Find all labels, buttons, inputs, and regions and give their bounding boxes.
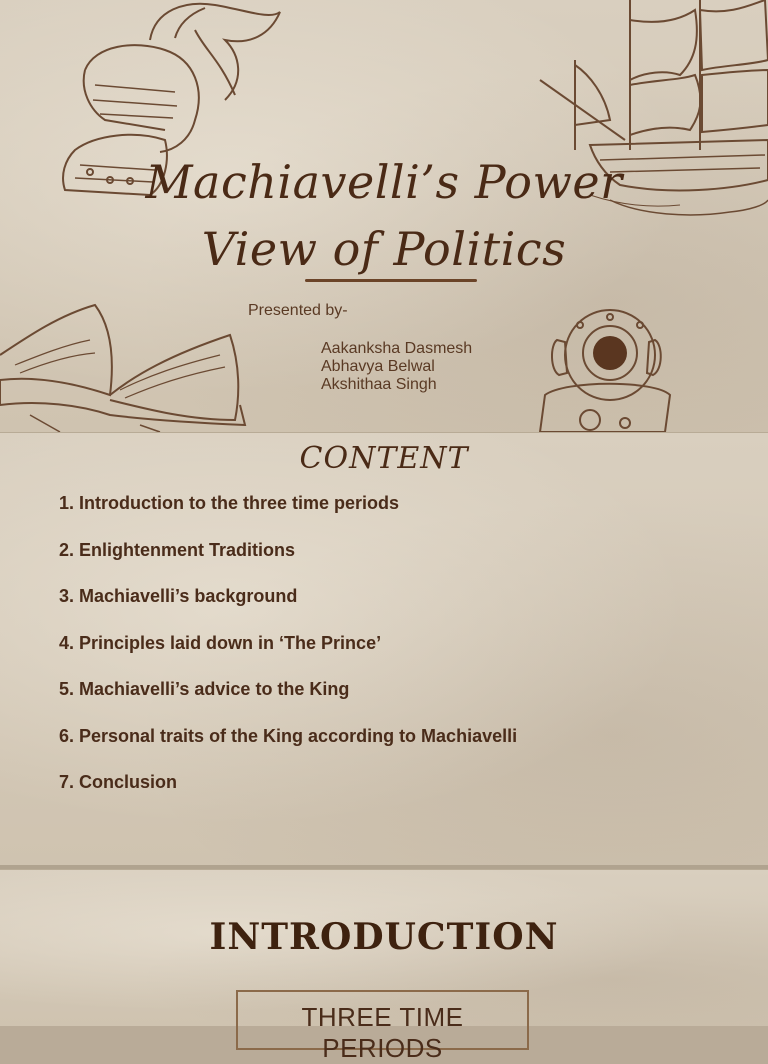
toc-item: 5. Machiavelli’s advice to the King (59, 679, 350, 699)
toc-item: 1. Introduction to the three time periods (59, 493, 400, 513)
author-name: Aakanksha Dasmesh (321, 340, 473, 357)
toc-item: 4. Principles laid down in ‘The Prince’ (59, 632, 382, 653)
title-line-1: Machiavelli’s Power (145, 155, 623, 209)
presented-by-label: Presented by- (248, 302, 348, 319)
title-underline (305, 279, 477, 282)
introduction-slide (0, 869, 768, 1063)
authors-list (321, 340, 472, 394)
content-heading: CONTENT (299, 441, 469, 476)
content-slide (0, 432, 768, 865)
author-name: Abhavya Belwal (321, 358, 435, 375)
open-book-icon (0, 295, 250, 432)
diving-helmet-icon (535, 295, 675, 432)
author-name: Akshithaa Singh (321, 376, 437, 393)
table-of-contents (59, 491, 517, 817)
toc-item: 7. Conclusion (59, 772, 178, 792)
toc-item: 6. Personal traits of the King according to Machiavelli (59, 725, 518, 746)
title-slide (0, 0, 768, 432)
toc-item: 2. Enlightenment Traditions (59, 539, 296, 560)
toc-item: 3. Machiavelli’s background (59, 586, 298, 606)
title-line-2: View of Politics (201, 222, 567, 276)
introduction-heading: INTRODUCTION (209, 916, 559, 958)
three-time-periods-box: THREE TIME PERIODS (236, 990, 529, 1050)
